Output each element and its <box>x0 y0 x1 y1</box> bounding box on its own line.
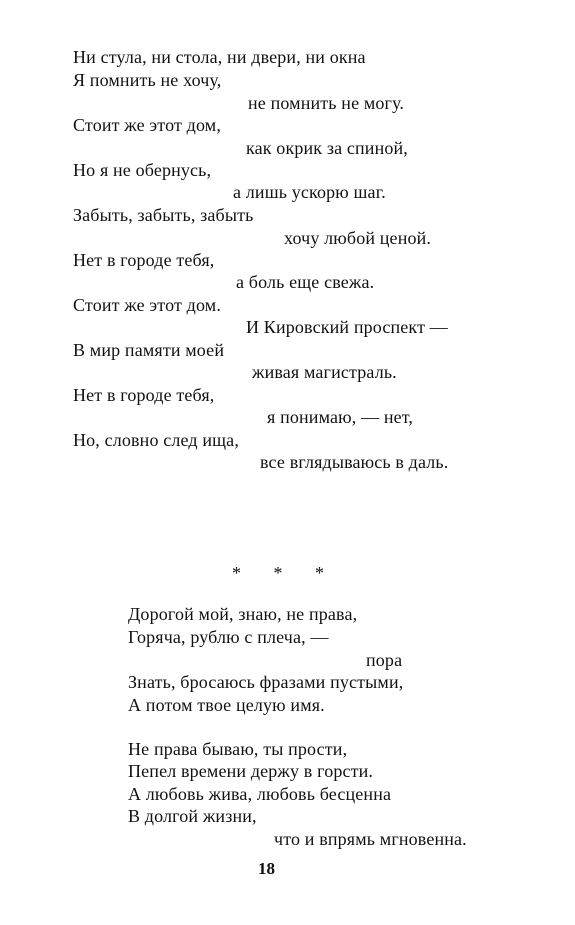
poem1-line-17: я понимаю, — нет, <box>267 407 414 427</box>
poem1-line-1: Ни стула, ни стола, ни двери, ни окна <box>73 47 366 67</box>
poem2-stanza2-line-4: В долгой жизни, <box>128 806 257 826</box>
poem1-line-19: все вглядываюсь в даль. <box>260 452 449 472</box>
poem1-line-2: Я помнить не хочу, <box>73 70 222 90</box>
poem2-stanza1-line-4: Знать, бросаюсь фразами пустыми, <box>128 672 404 692</box>
page-number: 18 <box>258 859 275 878</box>
poem1-line-14: В мир памяти моей <box>73 340 225 360</box>
poem1-line-15: живая магистраль. <box>252 362 397 382</box>
poem1-line-16: Нет в городе тебя, <box>73 385 215 405</box>
poem2-stanza2-line-3: А любовь жива, любовь бесценна <box>128 784 392 804</box>
section-separator: * * * <box>232 563 338 583</box>
poem1-line-6: Но я не обернусь, <box>73 160 212 180</box>
poem1-line-4: Стоит же этот дом, <box>73 115 221 135</box>
poem1-line-5: как окрик за спиной, <box>246 138 408 158</box>
poem1-line-18: Но, словно след ища, <box>73 430 239 450</box>
poem2-stanza1-line-5: А потом твое целую имя. <box>128 695 325 715</box>
poem1-line-10: Нет в городе тебя, <box>73 250 215 270</box>
poem2-stanza1-line-2: Горяча, рублю с плеча, — <box>128 627 329 647</box>
poem1-line-12: Стоит же этот дом. <box>73 295 221 315</box>
poem2-stanza2-line-2: Пепел времени держу в горсти. <box>128 761 374 781</box>
poem1-line-13: И Кировский проспект — <box>246 317 448 337</box>
poem1-line-9: хочу любой ценой. <box>284 228 432 248</box>
poem1-line-3: не помнить не могу. <box>248 93 405 113</box>
poem2-stanza2-line-1: Не права бываю, ты прости, <box>128 739 348 759</box>
poem2-stanza1-line-3: пора <box>366 650 403 670</box>
poem1-line-8: Забыть, забыть, забыть <box>73 205 254 225</box>
poem1-line-7: а лишь ускорю шаг. <box>233 182 386 202</box>
poem2-stanza2-line-5: что и впрямь мгновенна. <box>274 829 467 849</box>
poem2-stanza1-line-1: Дорогой мой, знаю, не права, <box>128 604 358 624</box>
poem1-line-11: а боль еще свежа. <box>236 272 375 292</box>
